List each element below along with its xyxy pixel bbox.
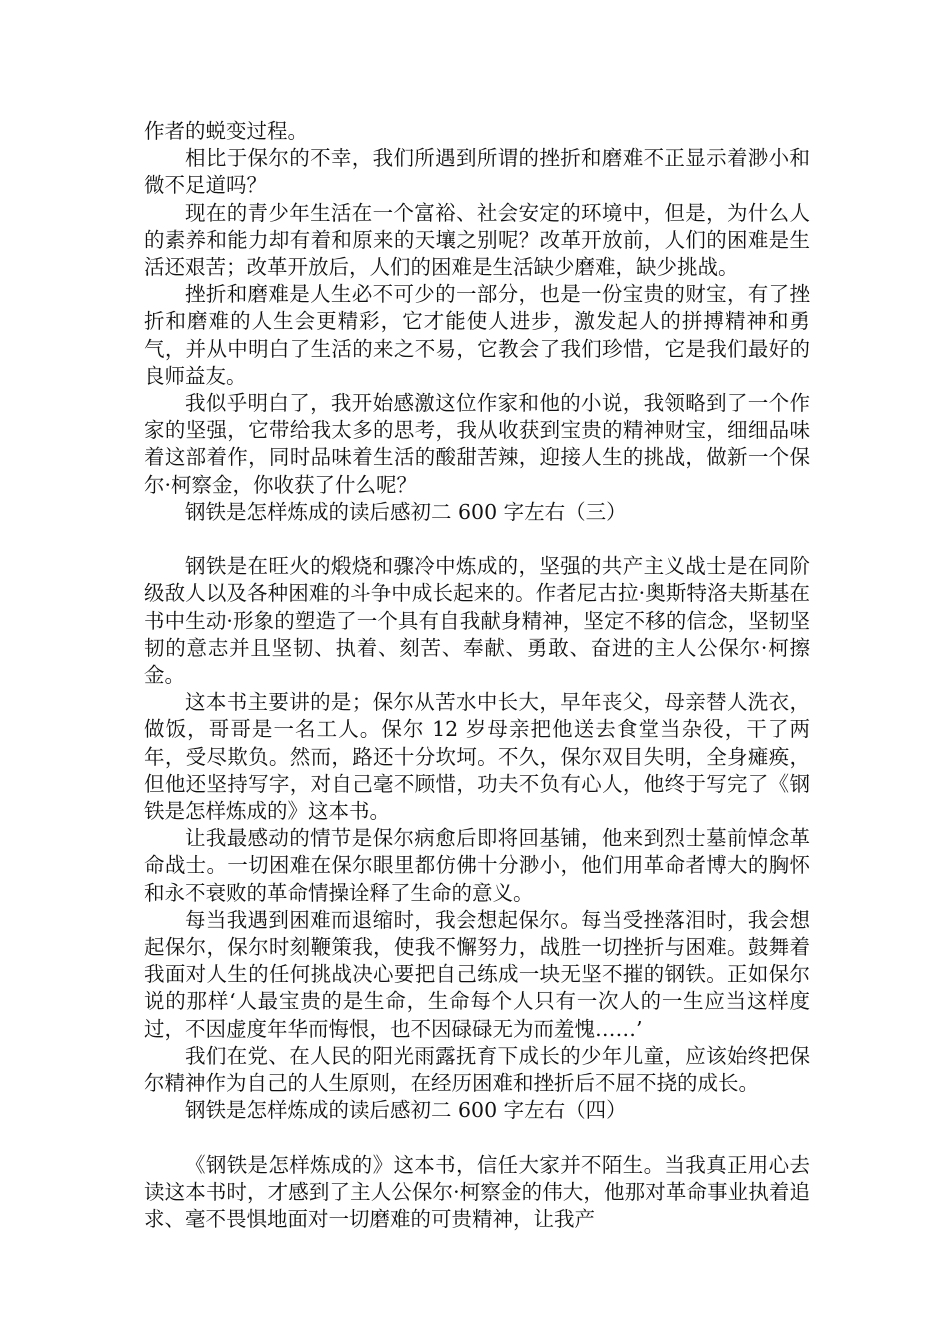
section-heading-4: 钢铁是怎样炼成的读后感初二 600 字左右（四） xyxy=(185,1098,627,1123)
document-page xyxy=(144,118,810,1233)
paragraph: 这本书主要讲的是；保尔从苦水中长大，早年丧父，母亲替人洗衣，做饭，哥哥是一名工人。保尔 12 岁母亲把他送去食堂当杂役，干了两年，受尽欺负。然而，路还十分坎坷。不久，保尔双目失明，全身瘫痪，但他还坚持写字，对自己毫不顾惜，功夫不负有心人，他终于写完了《钢铁是怎样炼成的》这本书。 xyxy=(144,690,810,824)
paragraph-continuation: 作者的蜕变过程。 xyxy=(144,119,308,143)
paragraph: 相比于保尔的不幸，我们所遇到所谓的挫折和磨难不正显示着渺小和微不足道吗？ xyxy=(144,146,810,198)
paragraph: 我们在党、在人民的阳光雨露抚育下成长的少年儿童，应该始终把保尔精神作为自己的人生原则，在经历困难和挫折后不屈不挠的成长。 xyxy=(144,1043,810,1096)
paragraph: 钢铁是在旺火的煅烧和骤冷中炼成的，坚强的共产主义战士是在同阶级敌人以及各种困难的斗争中成长起来的。作者尼古拉·奥斯特洛夫斯基在书中生动·形象的塑造了一个具有自我献身精神，坚定不移的信念，坚韧坚韧的意志并且坚韧、执着、刻苦、奉献、勇敢、奋进的主人公保尔·柯擦金。 xyxy=(144,554,810,688)
paragraph: 《钢铁是怎样炼成的》这本书，信任大家并不陌生。当我真正用心去读这本书时，才感到了主人公保尔·柯察金的伟大，他那对革命事业执着追求、毫不畏惧地面对一切磨难的可贵精神，让我产 xyxy=(144,1152,810,1232)
section-heading-3: 钢铁是怎样炼成的读后感初二 600 字左右（三） xyxy=(185,499,627,524)
blank-line xyxy=(144,526,810,553)
paragraph: 现在的青少年生活在一个富裕、社会安定的环境中，但是，为什么人的素养和能力却有着和原来的天壤之别呢？改革开放前，人们的困难是生活还艰苦；改革开放后，人们的困难是生活缺少磨难，缺少挑战。 xyxy=(144,200,810,280)
paragraph: 每当我遇到困难而退缩时，我会想起保尔。每当受挫落泪时，我会想起保尔，保尔时刻鞭策我，使我不懈努力，战胜一切挫折与困难。鼓舞着我面对人生的任何挑战决心要把自己练成一块无坚不摧的钢铁。正如保尔说的那样‘人最宝贵的是生命，生命每个人只有一次人的一生应当这样度过，不因虚度年华而悔恨，也不因碌碌无为而羞愧……’ xyxy=(144,907,810,1041)
paragraph: 让我最感动的情节是保尔病愈后即将回基铺，他来到烈士墓前悼念革命战士。一切困难在保尔眼里都仿佛十分渺小，他们用革命者博大的胸怀和永不衰败的革命情操诠释了生命的意义。 xyxy=(144,826,810,905)
paragraph: 挫折和磨难是人生必不可少的一部分，也是一份宝贵的财宝，有了挫折和磨难的人生会更精彩，它才能使人进步，激发起人的拼搏精神和勇气，并从中明白了生活的来之不易，它教会了我们珍惜，它是我们最好的良师益友。 xyxy=(144,282,810,388)
blank-line xyxy=(144,1125,810,1152)
paragraph: 我似乎明白了，我开始感激这位作家和他的小说，我领略到了一个作家的坚强，它带给我太多的思考，我从收获到宝贵的精神财宝，细细品味着这部着作，同时品味着生活的酸甜苦辣，迎接人生的挑战，做新一个保尔·柯察金，你收获了什么呢？ xyxy=(144,391,810,497)
